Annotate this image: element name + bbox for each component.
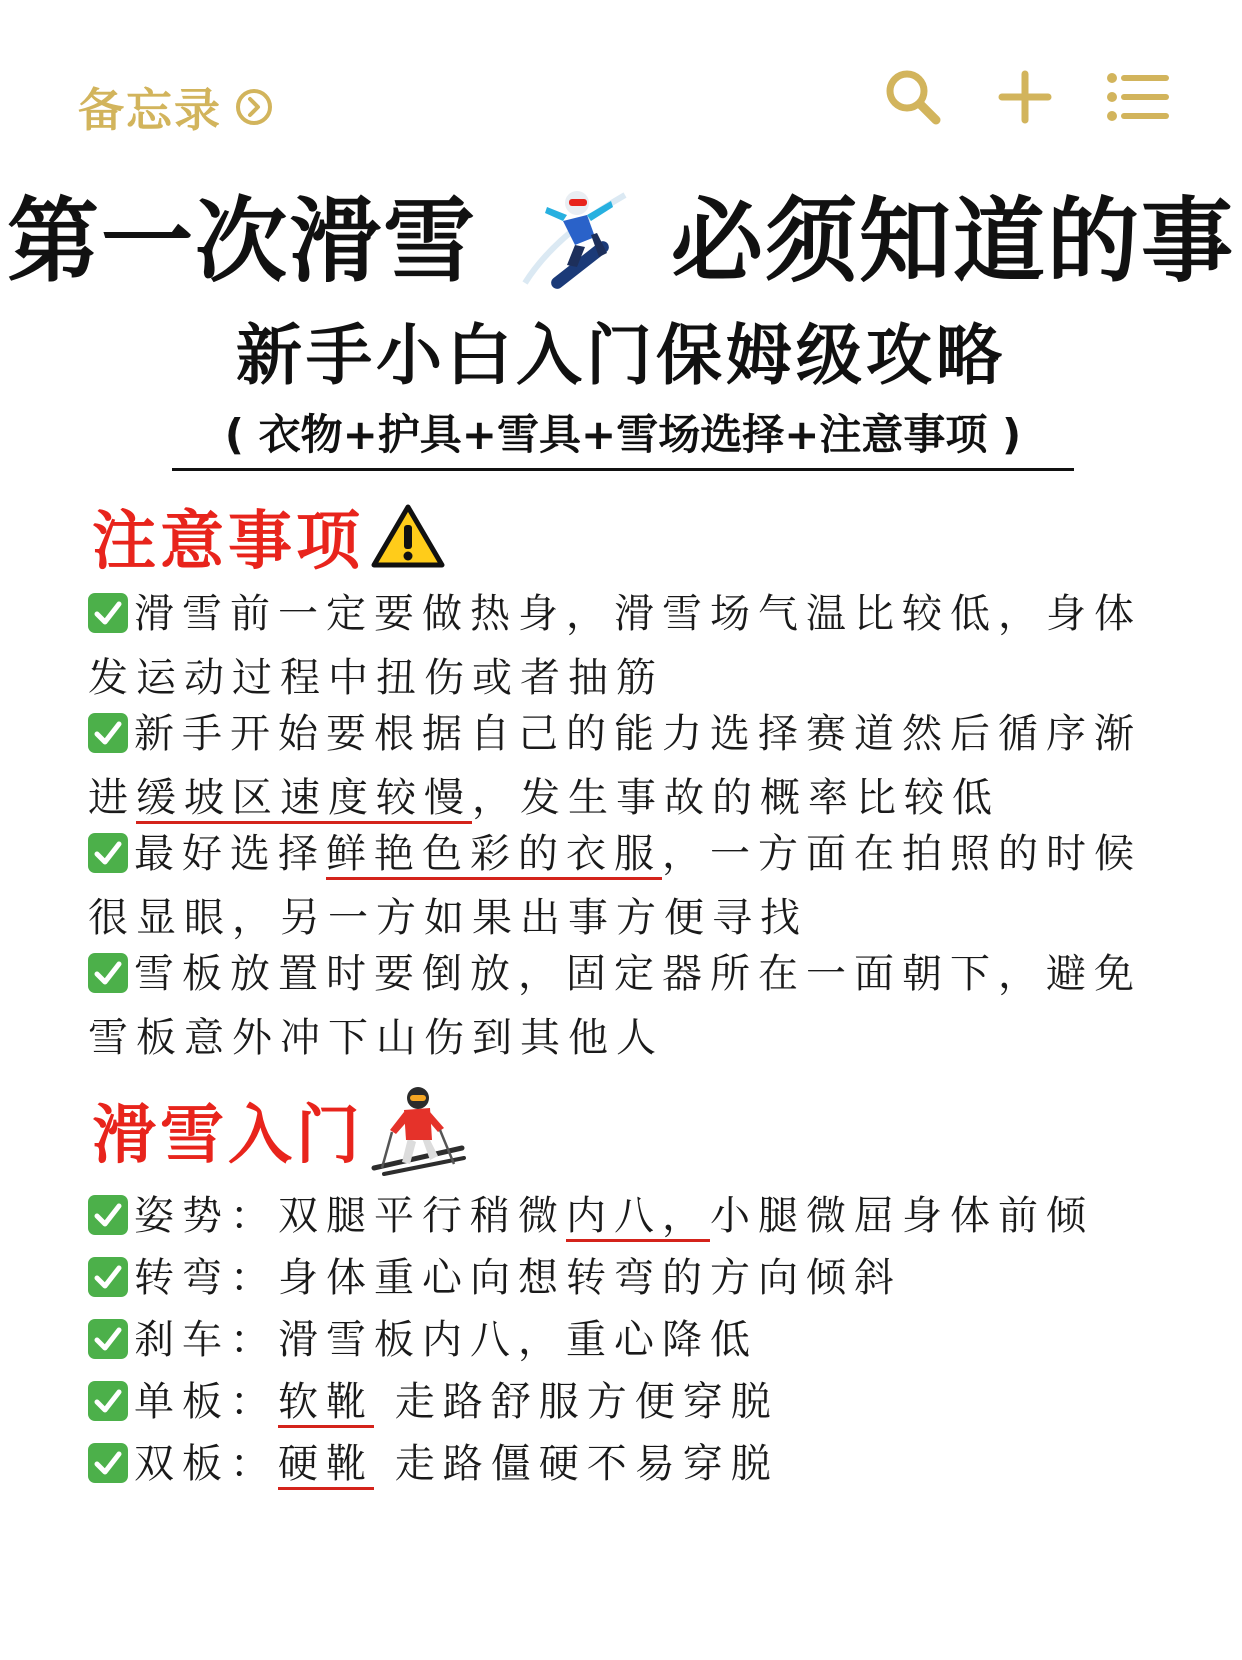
item-text: 小腿微屈身体前倾 [710,1193,1094,1239]
item-text: ，一方面在拍照的时候 [662,831,1142,877]
list-item [88,1308,758,1372]
page-tagline: ( 衣物+护具+雪具+雪场选择+注意事项 ) [172,402,1074,471]
section-heading-basics [92,1082,466,1178]
list-item [88,702,1152,830]
check-icon [88,1381,128,1421]
check-icon [88,713,128,753]
item-text: 走路舒服方便穿脱 [374,1379,779,1425]
back-to-notes-button[interactable] [78,74,274,140]
item-text: 身体重心向想转弯的方向倾斜 [278,1255,902,1301]
list-icon[interactable] [1104,64,1170,130]
item-text: 雪板意外冲下山伤到其他人 [88,1015,664,1061]
search-icon[interactable] [880,64,946,130]
highlighted-text: 软靴 [278,1379,374,1425]
item-label: 姿势： [134,1193,278,1239]
list-item [88,582,1152,710]
check-icon [88,1195,128,1235]
highlighted-text: 硬靴 [278,1441,374,1487]
item-label: 单板： [134,1379,278,1425]
highlighted-text: 缓坡区速度较慢 [136,775,472,821]
item-label: 刹车： [134,1317,278,1363]
page-subtitle: 新手小白入门保姆级攻略 [236,317,1006,394]
highlighted-text: 鲜艳色彩的衣服 [326,831,662,877]
item-text: 很显眼，另一方如果出事方便寻找 [88,895,808,941]
item-text: 进 [88,775,136,821]
check-icon [88,1443,128,1483]
top-actions [834,64,1170,130]
item-text: ，发生事故的概率比较低 [472,775,1000,821]
section-heading-label: 滑雪入门 [92,1099,364,1173]
list-item [88,1370,779,1434]
top-bar [0,0,1242,180]
snowboarder-icon [515,175,633,293]
highlighted-text: 内八， [566,1193,710,1239]
item-text: 双腿平行稍微 [278,1193,566,1239]
list-item [88,1432,779,1496]
title-part-1: 第一次滑雪 [6,188,477,295]
list-item [88,1246,902,1310]
plus-icon[interactable] [992,64,1058,130]
check-icon [88,1319,128,1359]
item-text: 发运动过程中扭伤或者抽筋 [88,655,664,701]
page-title [0,168,1242,300]
list-item [88,1184,1094,1248]
item-text: 走路僵硬不易穿脱 [374,1441,779,1487]
back-label: 备忘录 [78,83,222,137]
list-item [88,942,1152,1070]
skier-icon [370,1082,466,1178]
item-text: 滑雪前一定要做热身，滑雪场气温比较低，身体 [134,591,1142,637]
section-heading-label: 注意事项 [92,505,364,579]
check-icon [88,593,128,633]
section-heading-precautions [92,490,446,582]
list-item [88,822,1152,950]
item-text: 雪板放置时要倒放，固定器所在一面朝下，避免 [134,951,1142,997]
item-text: 滑雪板内八，重心降低 [278,1317,758,1363]
check-icon [88,953,128,993]
item-label: 双板： [134,1441,278,1487]
check-icon [88,833,128,873]
chevron-right-circle-icon [234,87,274,127]
item-text: 新手开始要根据自己的能力选择赛道然后循序渐 [134,711,1142,757]
title-part-2: 必须知道的事 [671,188,1236,295]
check-icon [88,1257,128,1297]
item-label: 转弯： [134,1255,278,1301]
warning-icon [370,503,446,569]
item-text: 最好选择 [134,831,326,877]
